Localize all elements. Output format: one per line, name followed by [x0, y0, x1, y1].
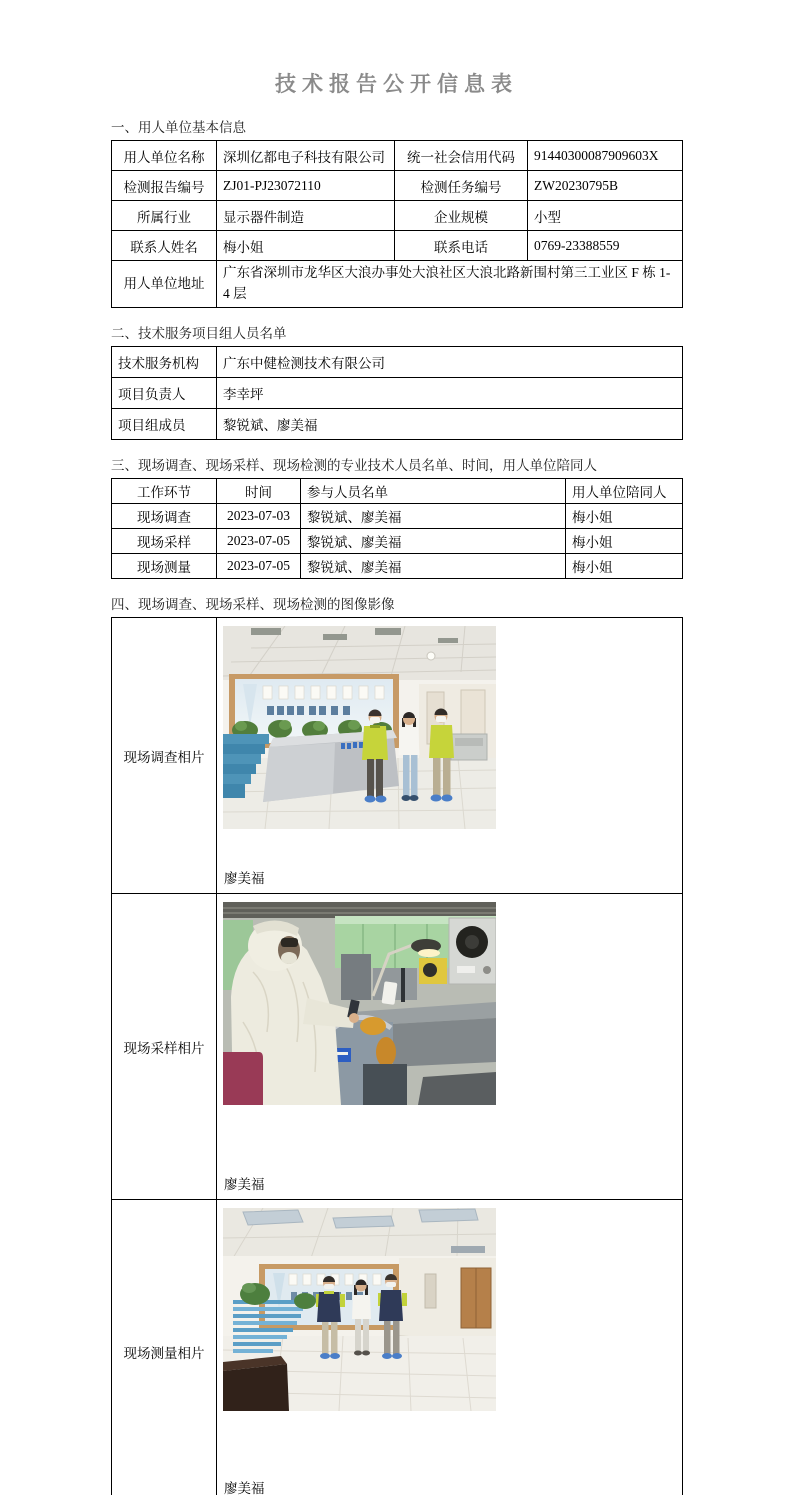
label-contact-phone: 联系电话	[395, 231, 528, 261]
label-credit-code: 统一社会信用代码	[395, 141, 528, 171]
photo-caption: 廖美福	[224, 1177, 265, 1192]
header-work-step: 工作环节	[112, 479, 217, 504]
label-contact-name: 联系人姓名	[112, 231, 217, 261]
cell-participants: 黎锐斌、廖美福	[301, 554, 566, 579]
photo-caption: 廖美福	[224, 1481, 265, 1495]
cell-accompanying-person: 梅小姐	[566, 504, 683, 529]
label-enterprise-scale: 企业规模	[395, 201, 528, 231]
photo-caption: 廖美福	[224, 871, 265, 886]
table-row	[112, 529, 683, 554]
table-header-row	[112, 479, 683, 504]
section-heading-basic-info: 一、用人单位基本信息	[111, 120, 246, 135]
value-contact-name: 梅小姐	[217, 231, 395, 261]
report-content	[111, 0, 682, 1495]
basic-info-table	[111, 140, 683, 308]
cell-work-step: 现场采样	[112, 529, 217, 554]
photos-table	[111, 617, 683, 1495]
table-row	[112, 347, 683, 378]
section-heading-photos: 四、现场调查、现场采样、现场检测的图像影像	[111, 597, 395, 612]
label-service-org: 技术服务机构	[112, 347, 217, 378]
value-report-no: ZJ01-PJ23072110	[217, 171, 395, 201]
table-row	[112, 141, 683, 171]
cell-accompanying-person: 梅小姐	[566, 529, 683, 554]
table-row	[112, 261, 683, 308]
measurement-photo-cell	[217, 1200, 682, 1495]
cell-accompanying-person: 梅小姐	[566, 554, 683, 579]
table-row	[112, 504, 683, 529]
table-row	[112, 171, 683, 201]
photo-row-measurement	[112, 1200, 683, 1495]
table-row	[112, 201, 683, 231]
cell-work-step: 现场测量	[112, 554, 217, 579]
value-contact-phone: 0769-23388559	[528, 231, 683, 261]
label-measurement-photo: 现场测量相片	[112, 1200, 217, 1495]
cell-time: 2023-07-05	[217, 554, 301, 579]
cleanroom-sampling-photo	[223, 902, 496, 1105]
label-industry: 所属行业	[112, 201, 217, 231]
service-team-table	[111, 346, 683, 440]
value-employer-name: 深圳亿都电子科技有限公司	[217, 141, 395, 171]
label-report-no: 检测报告编号	[112, 171, 217, 201]
value-service-org: 广东中健检测技术有限公司	[217, 347, 683, 378]
label-employer-address: 用人单位地址	[112, 261, 217, 308]
cell-time: 2023-07-05	[217, 529, 301, 554]
label-project-leader: 项目负责人	[112, 378, 217, 409]
cell-participants: 黎锐斌、廖美福	[301, 529, 566, 554]
value-task-no: ZW20230795B	[528, 171, 683, 201]
table-row	[112, 231, 683, 261]
value-industry: 显示器件制造	[217, 201, 395, 231]
table-row	[112, 378, 683, 409]
value-employer-address: 广东省深圳市龙华区大浪办事处大浪社区大浪北路新围村第三工业区 F 栋 1-4 层	[217, 261, 683, 308]
value-credit-code: 91440300087909603X	[528, 141, 683, 171]
table-row	[112, 409, 683, 440]
survey-photo-cell	[217, 618, 682, 893]
header-participants: 参与人员名单	[301, 479, 566, 504]
cell-participants: 黎锐斌、廖美福	[301, 504, 566, 529]
label-survey-photo: 现场调查相片	[112, 618, 217, 894]
label-project-members: 项目组成员	[112, 409, 217, 440]
label-sampling-photo: 现场采样相片	[112, 894, 217, 1200]
lobby-measurement-photo	[223, 1208, 496, 1411]
value-project-members: 黎锐斌、廖美福	[217, 409, 683, 440]
field-work-table	[111, 478, 683, 579]
label-employer-name: 用人单位名称	[112, 141, 217, 171]
cell-time: 2023-07-03	[217, 504, 301, 529]
photo-row-sampling	[112, 894, 683, 1200]
header-accompanying-person: 用人单位陪同人	[566, 479, 683, 504]
cell-work-step: 现场调查	[112, 504, 217, 529]
header-time: 时间	[217, 479, 301, 504]
value-enterprise-scale: 小型	[528, 201, 683, 231]
page-title: 技术报告公开信息表	[275, 72, 518, 96]
section-heading-service-team: 二、技术服务项目组人员名单	[111, 326, 287, 341]
label-task-no: 检测任务编号	[395, 171, 528, 201]
sampling-photo-cell	[217, 894, 682, 1199]
value-project-leader: 李幸坪	[217, 378, 683, 409]
table-row	[112, 554, 683, 579]
lobby-survey-photo	[223, 626, 496, 829]
section-heading-field-work: 三、现场调查、现场采样、现场检测的专业技术人员名单、时间，用人单位陪同人	[111, 458, 597, 473]
photo-row-survey	[112, 618, 683, 894]
